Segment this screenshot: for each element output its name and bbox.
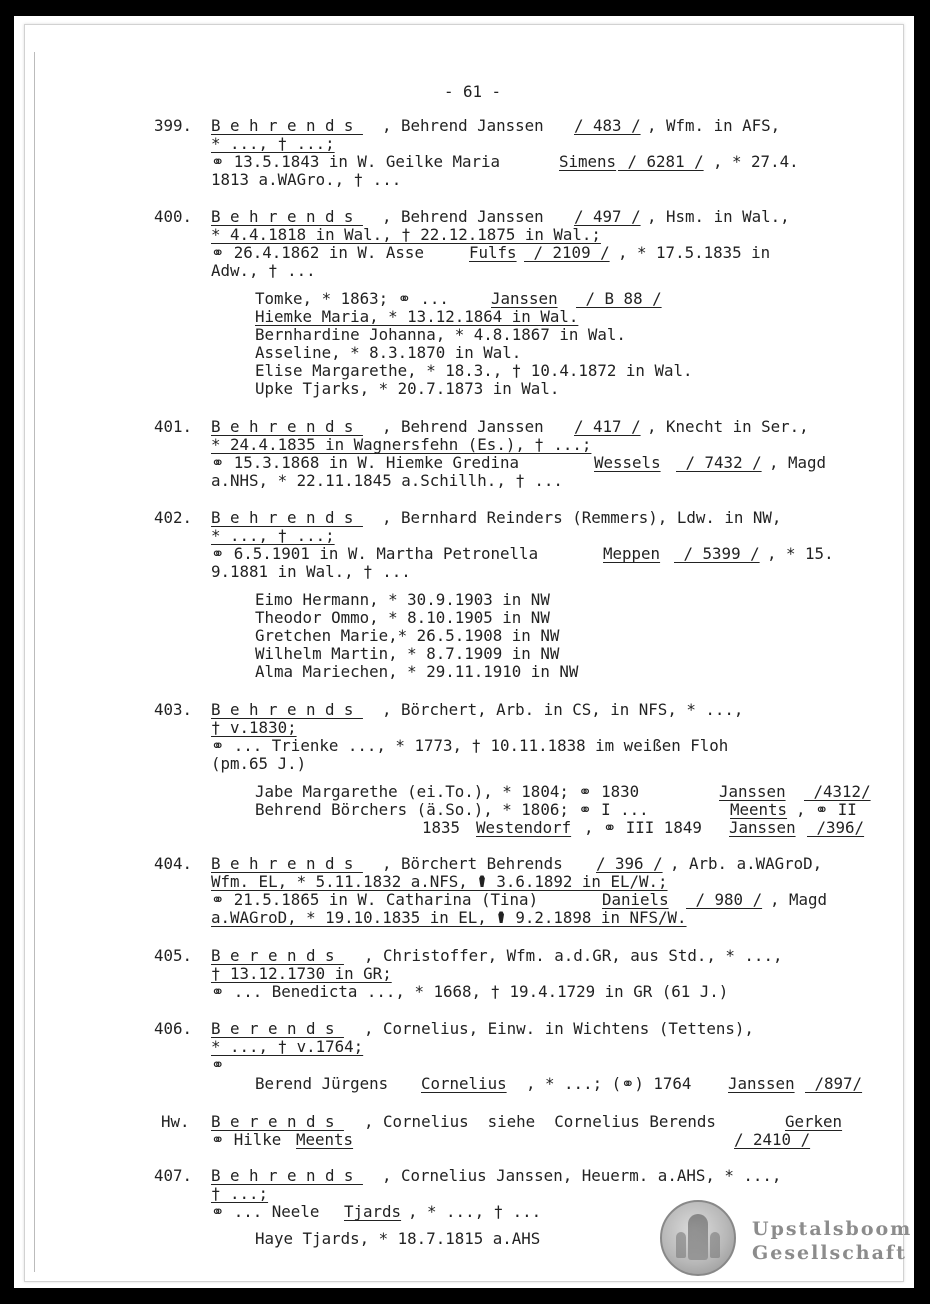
text-segment: / 396 / bbox=[596, 854, 663, 873]
text-segment: , Magd bbox=[770, 890, 828, 909]
text-line bbox=[14, 908, 914, 927]
text-segment: , Knecht in Ser., bbox=[647, 417, 809, 436]
surname-heading: Behrends bbox=[211, 207, 363, 226]
text-segment: 404. bbox=[154, 854, 202, 873]
text-segment: 405. bbox=[154, 946, 202, 965]
text-segment: Fulfs bbox=[469, 243, 517, 262]
text-segment: Haye Tjards, * 18.7.1815 a.AHS bbox=[255, 1229, 541, 1248]
text-segment: ⚭ ... Benedicta ..., * 1668, † 19.4.1729 in GR (61 J.) bbox=[211, 982, 729, 1001]
text-segment: ⚭ 13.5.1843 in W. Geilke Maria bbox=[211, 152, 510, 171]
text-line bbox=[14, 782, 914, 801]
text-segment: Janssen bbox=[719, 782, 786, 801]
text-line bbox=[14, 544, 914, 563]
text-line bbox=[14, 343, 914, 362]
text-line bbox=[14, 361, 914, 380]
text-segment: Tjards bbox=[344, 1202, 402, 1221]
surname-heading: Behrends bbox=[211, 417, 363, 436]
text-line bbox=[14, 718, 914, 737]
text-segment: , Behrend Janssen bbox=[382, 116, 554, 135]
text-segment: Hw. bbox=[161, 1112, 200, 1131]
text-line bbox=[14, 700, 914, 719]
text-segment: 406. bbox=[154, 1019, 202, 1038]
text-line bbox=[14, 800, 914, 819]
text-line bbox=[14, 1184, 914, 1203]
text-segment: /396/ bbox=[807, 818, 865, 837]
surname-heading: Berends bbox=[211, 1112, 344, 1131]
text-line bbox=[14, 471, 914, 490]
text-segment: Simens bbox=[559, 152, 617, 171]
text-segment: Meents bbox=[296, 1130, 354, 1149]
surname-heading: Berends bbox=[211, 1019, 344, 1038]
text-line bbox=[14, 818, 914, 837]
text-line bbox=[14, 1074, 914, 1093]
text-line bbox=[14, 307, 914, 326]
text-segment: , Börchert, Arb. in CS, in NFS, * ..., bbox=[382, 700, 744, 719]
watermark-line-1: Upstalsboom bbox=[752, 1218, 913, 1240]
text-segment: , Cornelius, Einw. in Wichtens (Tettens), bbox=[364, 1019, 754, 1038]
text-line bbox=[14, 325, 914, 344]
text-segment: - 61 - bbox=[444, 82, 502, 101]
text-segment: Wilhelm Martin, * 8.7.1909 in NW bbox=[255, 644, 560, 663]
text-segment: 400. bbox=[154, 207, 202, 226]
text-segment: (pm.65 J.) bbox=[211, 754, 307, 773]
text-segment: ⚭ 15.3.1868 in W. Hiemke Gredina bbox=[211, 453, 529, 472]
text-line bbox=[14, 417, 914, 436]
text-line bbox=[14, 1055, 914, 1074]
text-segment: ⚭ Hilke bbox=[211, 1130, 291, 1149]
text-segment: Theodor Ommo, * 8.10.1905 in NW bbox=[255, 608, 550, 627]
text-line bbox=[14, 662, 914, 681]
text-segment: Adw., † ... bbox=[211, 261, 316, 280]
text-segment: ⚭ bbox=[211, 1055, 225, 1074]
text-line bbox=[14, 1112, 914, 1131]
text-segment: a.NHS, * 22.11.1845 a.Schillh., † ... bbox=[211, 471, 563, 490]
text-segment: Wfm. EL, * 5.11.1832 a.NFS, ⚰ 3.6.1892 in EL/W.; bbox=[211, 872, 668, 891]
text-line bbox=[14, 946, 914, 965]
text-segment: , Cornelius siehe Cornelius Berends bbox=[364, 1112, 726, 1131]
text-segment: Gretchen Marie,* 26.5.1908 in NW bbox=[255, 626, 560, 645]
text-segment: Hiemke Maria, * 13.12.1864 in Wal. bbox=[255, 307, 579, 326]
text-segment: * ..., † v.1764; bbox=[211, 1037, 364, 1056]
text-segment: Asseline, * 8.3.1870 in Wal. bbox=[255, 343, 522, 362]
text-segment: ⚭ ... Trienke ..., * 1773, † 10.11.1838 im weißen Floh bbox=[211, 736, 729, 755]
text-segment: Meents bbox=[730, 800, 788, 819]
text-segment: / B 88 / bbox=[576, 289, 662, 308]
text-line bbox=[14, 608, 914, 627]
surname-heading: Behrends bbox=[211, 1166, 363, 1185]
surname-heading: Behrends bbox=[211, 700, 363, 719]
text-segment: ⚭ 21.5.1865 in W. Catharina (Tina) bbox=[211, 890, 548, 909]
surname-heading: Berends bbox=[211, 946, 344, 965]
text-line bbox=[14, 82, 914, 101]
text-segment: , * 27.4. bbox=[713, 152, 799, 171]
text-line bbox=[14, 289, 914, 308]
text-line bbox=[14, 1166, 914, 1185]
text-segment: Alma Mariechen, * 29.11.1910 in NW bbox=[255, 662, 579, 681]
text-segment: † v.1830; bbox=[211, 718, 297, 737]
text-segment: ⚭ 26.4.1862 in W. Asse bbox=[211, 243, 434, 262]
text-segment: 407. bbox=[154, 1166, 202, 1185]
text-segment: † ...; bbox=[211, 1184, 269, 1203]
text-line bbox=[14, 435, 914, 454]
text-segment: , * 17.5.1835 in bbox=[618, 243, 771, 262]
text-segment: , Börchert Behrends bbox=[382, 854, 573, 873]
text-segment: ⚭ 6.5.1901 in W. Martha Petronella bbox=[211, 544, 548, 563]
text-segment: / 980 / bbox=[686, 890, 763, 909]
text-segment: , Bernhard Reinders (Remmers), Ldw. in NW, bbox=[382, 508, 782, 527]
text-line bbox=[14, 225, 914, 244]
text-segment: † 13.12.1730 in GR; bbox=[211, 964, 392, 983]
text-line bbox=[14, 872, 914, 891]
text-line bbox=[14, 379, 914, 398]
text-segment: Gerken bbox=[785, 1112, 843, 1131]
text-segment: , Cornelius Janssen, Heuerm. a.AHS, * ..., bbox=[382, 1166, 782, 1185]
text-segment: /897/ bbox=[805, 1074, 863, 1093]
text-segment: Upke Tjarks, * 20.7.1873 in Wal. bbox=[255, 379, 560, 398]
text-segment: , * ...; (⚭) 1764 bbox=[526, 1074, 701, 1093]
text-segment: Eimo Hermann, * 30.9.1903 in NW bbox=[255, 590, 550, 609]
text-line bbox=[14, 1037, 914, 1056]
text-segment: 1813 a.WAGro., † ... bbox=[211, 170, 402, 189]
text-line bbox=[14, 626, 914, 645]
text-line bbox=[14, 134, 914, 153]
text-segment: ⚭ ... Neele bbox=[211, 1202, 329, 1221]
document-page bbox=[14, 16, 914, 1288]
text-segment: Meppen bbox=[603, 544, 661, 563]
surname-heading: Behrends bbox=[211, 116, 363, 135]
text-segment: / 5399 / bbox=[674, 544, 760, 563]
text-segment: Janssen bbox=[728, 1074, 795, 1093]
text-segment: / 417 / bbox=[574, 417, 641, 436]
text-segment: , * 15. bbox=[767, 544, 834, 563]
watermark-line-2: Gesellschaft bbox=[752, 1242, 907, 1264]
surname-heading: Behrends bbox=[211, 508, 363, 527]
text-segment: , ⚭ III 1849 bbox=[584, 818, 712, 837]
text-segment: Jabe Margarethe (ei.To.), * 1804; ⚭ 1830 bbox=[255, 782, 649, 801]
text-line bbox=[14, 243, 914, 262]
text-segment: Janssen bbox=[729, 818, 796, 837]
text-segment: * ..., † ...; bbox=[211, 526, 335, 545]
text-line bbox=[14, 562, 914, 581]
text-segment: / 6281 / bbox=[618, 152, 704, 171]
text-segment: , ⚭ II bbox=[796, 800, 857, 819]
text-segment: Janssen bbox=[491, 289, 558, 308]
text-segment: / 497 / bbox=[574, 207, 641, 226]
text-line bbox=[14, 736, 914, 755]
text-segment: Wessels bbox=[594, 453, 661, 472]
text-segment: / 2410 / bbox=[734, 1130, 811, 1149]
text-line bbox=[14, 508, 914, 527]
text-line bbox=[14, 1130, 914, 1149]
text-line bbox=[14, 754, 914, 773]
text-segment: , Hsm. in Wal., bbox=[647, 207, 790, 226]
text-segment: Berend Jürgens bbox=[255, 1074, 398, 1093]
text-segment: , Arb. a.WAGroD, bbox=[670, 854, 823, 873]
society-seal-logo bbox=[660, 1200, 736, 1276]
text-line bbox=[14, 964, 914, 983]
text-segment: 401. bbox=[154, 417, 202, 436]
text-line bbox=[14, 590, 914, 609]
text-line bbox=[14, 526, 914, 545]
text-segment: , Behrend Janssen bbox=[382, 207, 554, 226]
text-segment: * ..., † ...; bbox=[211, 134, 335, 153]
text-segment: Behrend Börchers (ä.So.), * 1806; ⚭ I ... bbox=[255, 800, 659, 819]
text-segment: , * ..., † ... bbox=[408, 1202, 542, 1221]
text-segment: Cornelius bbox=[421, 1074, 507, 1093]
text-segment: / 7432 / bbox=[676, 453, 762, 472]
text-segment: / 483 / bbox=[574, 116, 641, 135]
text-line bbox=[14, 1019, 914, 1038]
text-line bbox=[14, 152, 914, 171]
surname-heading: Behrends bbox=[211, 854, 363, 873]
text-segment: , Behrend Janssen bbox=[382, 417, 554, 436]
text-segment: /4312/ bbox=[804, 782, 871, 801]
text-segment: Westendorf bbox=[476, 818, 572, 837]
text-segment: 1835 bbox=[422, 818, 470, 837]
text-line bbox=[14, 207, 914, 226]
text-segment: , Christoffer, Wfm. a.d.GR, aus Std., * ..., bbox=[364, 946, 783, 965]
text-segment: * 24.4.1835 in Wagnersfehn (Es.), † ...; bbox=[211, 435, 592, 454]
text-segment: 403. bbox=[154, 700, 202, 719]
text-line bbox=[14, 261, 914, 280]
text-line bbox=[14, 982, 914, 1001]
text-segment: a.WAGroD, * 19.10.1835 in EL, ⚰ 9.2.1898 in NFS/W. bbox=[211, 908, 687, 927]
text-segment: 9.1881 in Wal., † ... bbox=[211, 562, 411, 581]
text-segment: , Magd bbox=[769, 453, 827, 472]
text-segment: Bernhardine Johanna, * 4.8.1867 in Wal. bbox=[255, 325, 626, 344]
text-segment: Tomke, * 1863; ⚭ ... bbox=[255, 289, 459, 308]
text-segment: * 4.4.1818 in Wal., † 22.12.1875 in Wal.; bbox=[211, 225, 601, 244]
text-segment: 399. bbox=[154, 116, 202, 135]
text-line bbox=[14, 890, 914, 909]
text-segment: 402. bbox=[154, 508, 202, 527]
text-segment: , Wfm. in AFS, bbox=[647, 116, 781, 135]
text-segment: / 2109 / bbox=[524, 243, 610, 262]
text-line bbox=[14, 170, 914, 189]
text-line bbox=[14, 453, 914, 472]
text-segment: Daniels bbox=[602, 890, 669, 909]
text-segment: Elise Margarethe, * 18.3., † 10.4.1872 in Wal. bbox=[255, 361, 693, 380]
text-line bbox=[14, 854, 914, 873]
text-line bbox=[14, 116, 914, 135]
text-line bbox=[14, 644, 914, 663]
